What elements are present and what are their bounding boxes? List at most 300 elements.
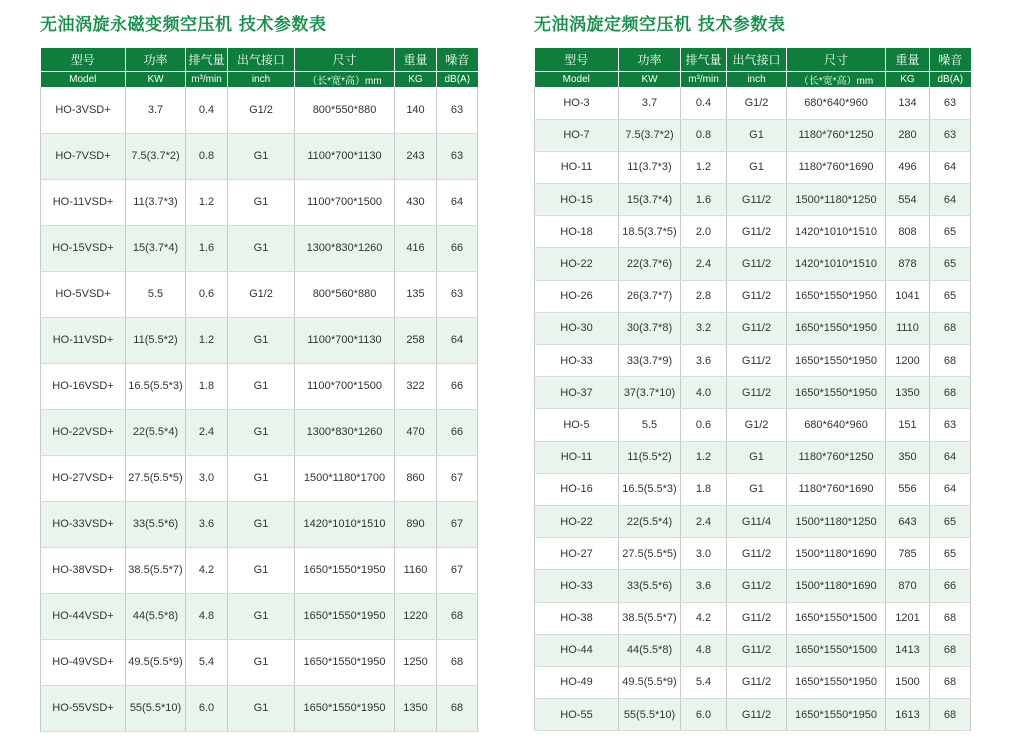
table-row xyxy=(535,634,971,666)
model-cell: HO-30 xyxy=(535,312,619,344)
airflow-cell: 1.2 xyxy=(186,179,228,225)
noise-cell: 63 xyxy=(930,87,971,119)
airflow-cell: 3.0 xyxy=(681,538,727,570)
weight-cell: 496 xyxy=(886,151,930,183)
size-cell: 1650*1550*1950 xyxy=(787,280,886,312)
table-row xyxy=(535,151,971,183)
weight-cell: 1350 xyxy=(395,685,437,731)
col-power-header: 功率 xyxy=(619,48,681,72)
outlet-cell: G11/2 xyxy=(727,602,787,634)
table-row xyxy=(535,666,971,698)
col-noise-unit: dB(A) xyxy=(437,72,478,88)
fixed-speed-spec-table xyxy=(534,48,971,731)
noise-cell: 68 xyxy=(437,639,478,685)
fixed-speed-table-title: 无油涡旋定频空压机 技术参数表 xyxy=(534,15,786,35)
outlet-cell: G1 xyxy=(228,547,295,593)
size-cell: 1650*1550*1950 xyxy=(295,639,395,685)
outlet-cell: G1 xyxy=(727,119,787,151)
noise-cell: 63 xyxy=(437,271,478,317)
power-cell: 26(3.7*7) xyxy=(619,280,681,312)
outlet-cell: G1 xyxy=(228,501,295,547)
outlet-cell: G1 xyxy=(727,473,787,505)
weight-cell: 1500 xyxy=(886,666,930,698)
model-cell: HO-18 xyxy=(535,216,619,248)
table-row xyxy=(535,184,971,216)
noise-cell: 67 xyxy=(437,501,478,547)
size-cell: 1650*1550*1950 xyxy=(787,666,886,698)
size-cell: 1180*760*1250 xyxy=(787,119,886,151)
table-row xyxy=(41,639,478,685)
noise-cell: 63 xyxy=(930,409,971,441)
weight-cell: 430 xyxy=(395,179,437,225)
vsd-table-title: 无油涡旋永磁变频空压机 技术参数表 xyxy=(40,15,327,35)
size-cell: 1300*830*1260 xyxy=(295,409,395,455)
table-row xyxy=(535,570,971,602)
power-cell: 33(3.7*9) xyxy=(619,345,681,377)
model-cell: HO-44 xyxy=(535,634,619,666)
outlet-cell: G11/2 xyxy=(727,377,787,409)
col-model-header: 型号 xyxy=(41,48,126,72)
weight-cell: 1110 xyxy=(886,312,930,344)
airflow-cell: 0.6 xyxy=(186,271,228,317)
col-airflow-header: 排气量 xyxy=(681,48,727,72)
model-cell: HO-5 xyxy=(535,409,619,441)
power-cell: 18.5(3.7*5) xyxy=(619,216,681,248)
airflow-cell: 5.4 xyxy=(681,666,727,698)
power-cell: 16.5(5.5*3) xyxy=(126,363,186,409)
weight-cell: 785 xyxy=(886,538,930,570)
airflow-cell: 1.8 xyxy=(681,473,727,505)
outlet-cell: G11/2 xyxy=(727,538,787,570)
size-cell: 1650*1550*1500 xyxy=(787,634,886,666)
col-airflow-header: 排气量 xyxy=(186,48,228,72)
noise-cell: 68 xyxy=(930,602,971,634)
table-row xyxy=(535,248,971,280)
airflow-cell: 1.6 xyxy=(681,184,727,216)
table-row xyxy=(41,363,478,409)
weight-cell: 151 xyxy=(886,409,930,441)
table-row xyxy=(41,179,478,225)
airflow-cell: 1.2 xyxy=(186,317,228,363)
weight-cell: 280 xyxy=(886,119,930,151)
airflow-cell: 2.4 xyxy=(186,409,228,455)
size-cell: 1420*1010*1510 xyxy=(295,501,395,547)
power-cell: 5.5 xyxy=(619,409,681,441)
size-cell: 1100*700*1500 xyxy=(295,179,395,225)
outlet-cell: G1/2 xyxy=(228,271,295,317)
model-cell: HO-22VSD+ xyxy=(41,409,126,455)
airflow-cell: 3.2 xyxy=(681,312,727,344)
power-cell: 27.5(5.5*5) xyxy=(126,455,186,501)
power-cell: 38.5(5.5*7) xyxy=(126,547,186,593)
outlet-cell: G11/2 xyxy=(727,280,787,312)
table-row xyxy=(41,133,478,179)
noise-cell: 64 xyxy=(930,184,971,216)
outlet-cell: G1 xyxy=(228,455,295,501)
model-cell: HO-27 xyxy=(535,538,619,570)
power-cell: 5.5 xyxy=(126,271,186,317)
power-cell: 44(5.5*8) xyxy=(126,593,186,639)
table-row xyxy=(535,505,971,537)
outlet-cell: G1 xyxy=(228,317,295,363)
noise-cell: 63 xyxy=(437,87,478,133)
airflow-cell: 4.0 xyxy=(681,377,727,409)
outlet-cell: G11/2 xyxy=(727,184,787,216)
outlet-cell: G1 xyxy=(228,639,295,685)
airflow-cell: 0.4 xyxy=(186,87,228,133)
outlet-cell: G11/2 xyxy=(727,699,787,731)
power-cell: 11(3.7*3) xyxy=(619,151,681,183)
airflow-cell: 6.0 xyxy=(681,699,727,731)
col-noise-header: 噪音 xyxy=(930,48,971,72)
table-row xyxy=(535,409,971,441)
airflow-cell: 3.6 xyxy=(681,570,727,602)
airflow-cell: 4.2 xyxy=(186,547,228,593)
weight-cell: 1201 xyxy=(886,602,930,634)
model-cell: HO-26 xyxy=(535,280,619,312)
outlet-cell: G1 xyxy=(228,409,295,455)
model-cell: HO-11VSD+ xyxy=(41,179,126,225)
outlet-cell: G1 xyxy=(228,225,295,271)
power-cell: 22(5.5*4) xyxy=(126,409,186,455)
noise-cell: 65 xyxy=(930,248,971,280)
weight-cell: 1041 xyxy=(886,280,930,312)
model-cell: HO-27VSD+ xyxy=(41,455,126,501)
noise-cell: 67 xyxy=(437,455,478,501)
vsd-spec-table xyxy=(40,48,478,732)
col-size-unit: （长*宽*高）mm xyxy=(295,72,395,88)
weight-cell: 135 xyxy=(395,271,437,317)
noise-cell: 63 xyxy=(437,133,478,179)
noise-cell: 68 xyxy=(930,312,971,344)
model-cell: HO-44VSD+ xyxy=(41,593,126,639)
power-cell: 38.5(5.5*7) xyxy=(619,602,681,634)
table-row xyxy=(535,87,971,119)
airflow-cell: 4.8 xyxy=(681,634,727,666)
table-row xyxy=(41,593,478,639)
weight-cell: 878 xyxy=(886,248,930,280)
size-cell: 1300*830*1260 xyxy=(295,225,395,271)
model-cell: HO-16 xyxy=(535,473,619,505)
model-cell: HO-49VSD+ xyxy=(41,639,126,685)
airflow-cell: 2.0 xyxy=(681,216,727,248)
noise-cell: 68 xyxy=(437,593,478,639)
fixed-speed-table-body xyxy=(535,87,971,731)
table-row xyxy=(41,685,478,731)
size-cell: 800*560*880 xyxy=(295,271,395,317)
weight-cell: 140 xyxy=(395,87,437,133)
noise-cell: 64 xyxy=(930,441,971,473)
col-noise-header: 噪音 xyxy=(437,48,478,72)
model-cell: HO-33 xyxy=(535,345,619,377)
weight-cell: 322 xyxy=(395,363,437,409)
table-row xyxy=(41,317,478,363)
outlet-cell: G1 xyxy=(727,151,787,183)
noise-cell: 66 xyxy=(437,363,478,409)
power-cell: 7.5(3.7*2) xyxy=(619,119,681,151)
table-row xyxy=(535,345,971,377)
weight-cell: 350 xyxy=(886,441,930,473)
col-weight-header: 重量 xyxy=(395,48,437,72)
col-model-unit: Model xyxy=(41,72,126,88)
weight-cell: 808 xyxy=(886,216,930,248)
size-cell: 1650*1550*1500 xyxy=(787,602,886,634)
noise-cell: 66 xyxy=(437,409,478,455)
weight-cell: 643 xyxy=(886,505,930,537)
header-row-units xyxy=(41,72,478,88)
table-row xyxy=(41,271,478,317)
noise-cell: 68 xyxy=(930,377,971,409)
noise-cell: 64 xyxy=(437,179,478,225)
outlet-cell: G1/2 xyxy=(727,87,787,119)
header-row-cn xyxy=(535,48,971,72)
noise-cell: 68 xyxy=(930,666,971,698)
weight-cell: 258 xyxy=(395,317,437,363)
outlet-cell: G1 xyxy=(228,179,295,225)
size-cell: 1650*1550*1950 xyxy=(295,547,395,593)
airflow-cell: 1.2 xyxy=(681,151,727,183)
size-cell: 1650*1550*1950 xyxy=(787,345,886,377)
airflow-cell: 0.6 xyxy=(681,409,727,441)
size-cell: 1100*700*1130 xyxy=(295,317,395,363)
airflow-cell: 5.4 xyxy=(186,639,228,685)
table-row xyxy=(41,409,478,455)
size-cell: 1180*760*1250 xyxy=(787,441,886,473)
size-cell: 800*550*880 xyxy=(295,87,395,133)
noise-cell: 64 xyxy=(930,473,971,505)
airflow-cell: 4.2 xyxy=(681,602,727,634)
noise-cell: 66 xyxy=(437,225,478,271)
table-row xyxy=(41,87,478,133)
weight-cell: 890 xyxy=(395,501,437,547)
weight-cell: 1413 xyxy=(886,634,930,666)
airflow-cell: 3.0 xyxy=(186,455,228,501)
model-cell: HO-22 xyxy=(535,248,619,280)
outlet-cell: G11/2 xyxy=(727,216,787,248)
size-cell: 1420*1010*1510 xyxy=(787,216,886,248)
model-cell: HO-3 xyxy=(535,87,619,119)
power-cell: 22(3.7*6) xyxy=(619,248,681,280)
size-cell: 1650*1550*1950 xyxy=(787,377,886,409)
col-noise-unit: dB(A) xyxy=(930,72,971,88)
airflow-cell: 2.4 xyxy=(681,248,727,280)
power-cell: 55(5.5*10) xyxy=(619,699,681,731)
col-outlet-unit: inch xyxy=(228,72,295,88)
model-cell: HO-7 xyxy=(535,119,619,151)
noise-cell: 65 xyxy=(930,216,971,248)
power-cell: 15(3.7*4) xyxy=(126,225,186,271)
size-cell: 1500*1180*1690 xyxy=(787,538,886,570)
table-row xyxy=(535,602,971,634)
noise-cell: 68 xyxy=(930,699,971,731)
table-row xyxy=(41,501,478,547)
col-outlet-unit: inch xyxy=(727,72,787,88)
power-cell: 27.5(5.5*5) xyxy=(619,538,681,570)
model-cell: HO-55 xyxy=(535,699,619,731)
model-cell: HO-33 xyxy=(535,570,619,602)
weight-cell: 1350 xyxy=(886,377,930,409)
col-weight-unit: KG xyxy=(395,72,437,88)
weight-cell: 1220 xyxy=(395,593,437,639)
airflow-cell: 2.8 xyxy=(681,280,727,312)
power-cell: 49.5(5.5*9) xyxy=(619,666,681,698)
model-cell: HO-15VSD+ xyxy=(41,225,126,271)
model-cell: HO-37 xyxy=(535,377,619,409)
power-cell: 44(5.5*8) xyxy=(619,634,681,666)
table-row xyxy=(535,119,971,151)
table-row xyxy=(41,455,478,501)
power-cell: 37(3.7*10) xyxy=(619,377,681,409)
weight-cell: 1250 xyxy=(395,639,437,685)
noise-cell: 65 xyxy=(930,280,971,312)
outlet-cell: G1/2 xyxy=(228,87,295,133)
airflow-cell: 1.8 xyxy=(186,363,228,409)
power-cell: 11(3.7*3) xyxy=(126,179,186,225)
header-row-cn xyxy=(41,48,478,72)
model-cell: HO-38 xyxy=(535,602,619,634)
airflow-cell: 1.2 xyxy=(681,441,727,473)
table-row xyxy=(41,547,478,593)
col-airflow-unit: m³/min xyxy=(681,72,727,88)
power-cell: 7.5(3.7*2) xyxy=(126,133,186,179)
power-cell: 16.5(5.5*3) xyxy=(619,473,681,505)
airflow-cell: 1.6 xyxy=(186,225,228,271)
col-model-unit: Model xyxy=(535,72,619,88)
model-cell: HO-55VSD+ xyxy=(41,685,126,731)
model-cell: HO-16VSD+ xyxy=(41,363,126,409)
col-power-header: 功率 xyxy=(126,48,186,72)
weight-cell: 860 xyxy=(395,455,437,501)
model-cell: HO-11VSD+ xyxy=(41,317,126,363)
airflow-cell: 0.8 xyxy=(681,119,727,151)
size-cell: 1180*760*1690 xyxy=(787,151,886,183)
model-cell: HO-11 xyxy=(535,441,619,473)
size-cell: 1650*1550*1950 xyxy=(787,699,886,731)
power-cell: 11(5.5*2) xyxy=(126,317,186,363)
size-cell: 680*640*960 xyxy=(787,409,886,441)
size-cell: 1500*1180*1250 xyxy=(787,184,886,216)
weight-cell: 134 xyxy=(886,87,930,119)
table-row xyxy=(535,473,971,505)
airflow-cell: 4.8 xyxy=(186,593,228,639)
noise-cell: 63 xyxy=(930,119,971,151)
noise-cell: 66 xyxy=(930,570,971,602)
table-row xyxy=(535,377,971,409)
weight-cell: 554 xyxy=(886,184,930,216)
size-cell: 1500*1180*1690 xyxy=(787,570,886,602)
table-row xyxy=(535,216,971,248)
power-cell: 3.7 xyxy=(126,87,186,133)
noise-cell: 67 xyxy=(437,547,478,593)
outlet-cell: G11/2 xyxy=(727,345,787,377)
size-cell: 1100*700*1500 xyxy=(295,363,395,409)
weight-cell: 870 xyxy=(886,570,930,602)
size-cell: 1100*700*1130 xyxy=(295,133,395,179)
size-cell: 1500*1180*1250 xyxy=(787,505,886,537)
power-cell: 33(5.5*6) xyxy=(619,570,681,602)
model-cell: HO-15 xyxy=(535,184,619,216)
model-cell: HO-7VSD+ xyxy=(41,133,126,179)
model-cell: HO-5VSD+ xyxy=(41,271,126,317)
col-size-header: 尺寸 xyxy=(295,48,395,72)
airflow-cell: 0.8 xyxy=(186,133,228,179)
table-row xyxy=(535,441,971,473)
power-cell: 30(3.7*8) xyxy=(619,312,681,344)
col-weight-header: 重量 xyxy=(886,48,930,72)
weight-cell: 243 xyxy=(395,133,437,179)
weight-cell: 1160 xyxy=(395,547,437,593)
weight-cell: 470 xyxy=(395,409,437,455)
airflow-cell: 0.4 xyxy=(681,87,727,119)
outlet-cell: G11/2 xyxy=(727,666,787,698)
model-cell: HO-38VSD+ xyxy=(41,547,126,593)
header-row-units xyxy=(535,72,971,88)
col-size-unit: （长*宽*高）mm xyxy=(787,72,886,88)
model-cell: HO-49 xyxy=(535,666,619,698)
col-model-header: 型号 xyxy=(535,48,619,72)
outlet-cell: G11/2 xyxy=(727,312,787,344)
noise-cell: 68 xyxy=(437,685,478,731)
noise-cell: 65 xyxy=(930,505,971,537)
power-cell: 22(5.5*4) xyxy=(619,505,681,537)
outlet-cell: G1 xyxy=(228,593,295,639)
airflow-cell: 3.6 xyxy=(681,345,727,377)
size-cell: 1180*760*1690 xyxy=(787,473,886,505)
size-cell: 1650*1550*1950 xyxy=(787,312,886,344)
outlet-cell: G1 xyxy=(228,685,295,731)
table-row xyxy=(535,538,971,570)
noise-cell: 68 xyxy=(930,634,971,666)
power-cell: 11(5.5*2) xyxy=(619,441,681,473)
model-cell: HO-11 xyxy=(535,151,619,183)
power-cell: 15(3.7*4) xyxy=(619,184,681,216)
weight-cell: 1200 xyxy=(886,345,930,377)
col-power-unit: KW xyxy=(619,72,681,88)
outlet-cell: G1 xyxy=(727,441,787,473)
outlet-cell: G1 xyxy=(228,133,295,179)
weight-cell: 556 xyxy=(886,473,930,505)
airflow-cell: 2.4 xyxy=(681,505,727,537)
size-cell: 1650*1550*1950 xyxy=(295,685,395,731)
noise-cell: 65 xyxy=(930,538,971,570)
size-cell: 1500*1180*1700 xyxy=(295,455,395,501)
model-cell: HO-22 xyxy=(535,505,619,537)
weight-cell: 416 xyxy=(395,225,437,271)
vsd-table-body xyxy=(41,87,478,731)
outlet-cell: G11/4 xyxy=(727,505,787,537)
col-outlet-header: 出气接口 xyxy=(228,48,295,72)
outlet-cell: G11/2 xyxy=(727,634,787,666)
size-cell: 1650*1550*1950 xyxy=(295,593,395,639)
model-cell: HO-33VSD+ xyxy=(41,501,126,547)
power-cell: 33(5.5*6) xyxy=(126,501,186,547)
col-size-header: 尺寸 xyxy=(787,48,886,72)
table-row xyxy=(535,699,971,731)
col-outlet-header: 出气接口 xyxy=(727,48,787,72)
power-cell: 55(5.5*10) xyxy=(126,685,186,731)
outlet-cell: G11/2 xyxy=(727,570,787,602)
noise-cell: 68 xyxy=(930,345,971,377)
outlet-cell: G1 xyxy=(228,363,295,409)
airflow-cell: 6.0 xyxy=(186,685,228,731)
weight-cell: 1613 xyxy=(886,699,930,731)
airflow-cell: 3.6 xyxy=(186,501,228,547)
outlet-cell: G1/2 xyxy=(727,409,787,441)
noise-cell: 64 xyxy=(437,317,478,363)
col-airflow-unit: m³/min xyxy=(186,72,228,88)
col-power-unit: KW xyxy=(126,72,186,88)
size-cell: 1420*1010*1510 xyxy=(787,248,886,280)
